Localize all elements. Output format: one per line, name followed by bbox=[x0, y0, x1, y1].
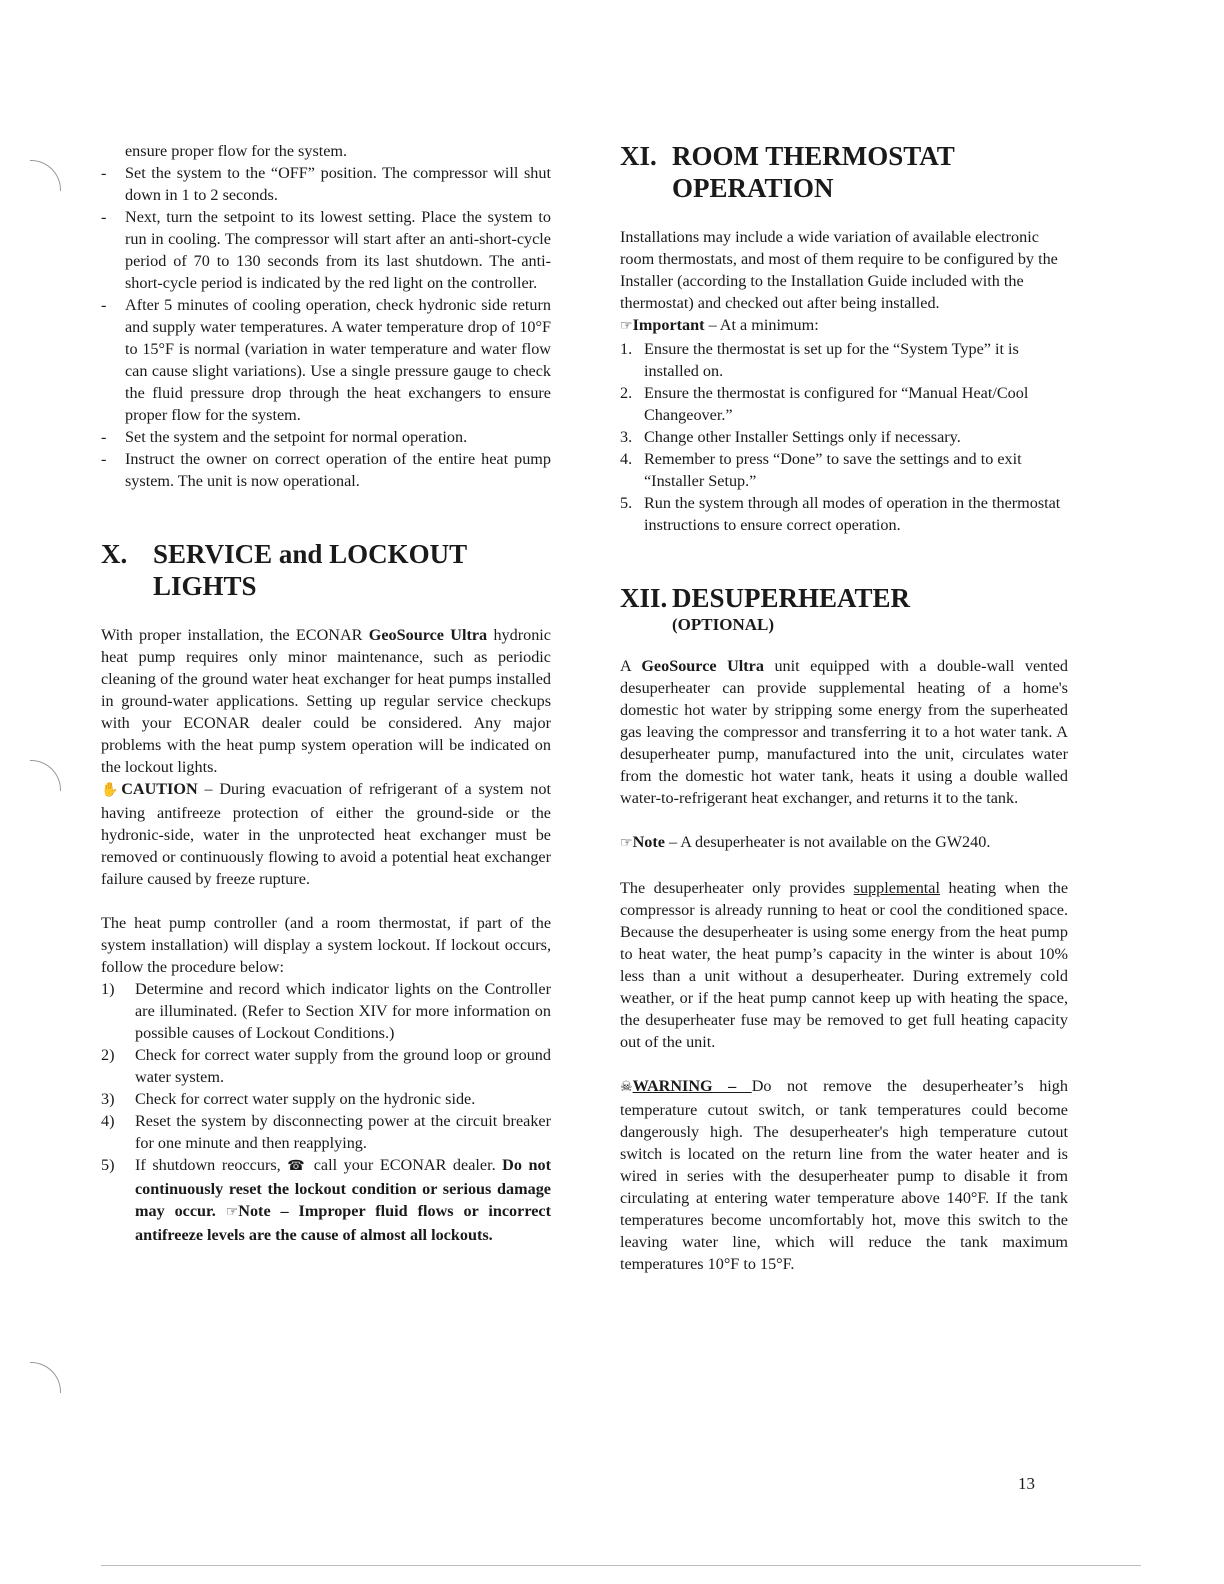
section-subtitle: (OPTIONAL) bbox=[672, 615, 774, 634]
pointing-hand-icon: ☞ bbox=[225, 1205, 239, 1220]
section-number: X. bbox=[101, 539, 128, 569]
caution-paragraph bbox=[101, 778, 551, 890]
paragraph bbox=[620, 877, 1068, 1053]
underlined-text: supplemental bbox=[853, 879, 940, 897]
text: The desuperheater only provides bbox=[620, 879, 854, 897]
list-item bbox=[101, 978, 551, 1044]
note-line bbox=[620, 831, 1068, 855]
brand-name: GeoSource Ultra bbox=[641, 657, 764, 675]
text: Ensure the thermostat is set up for the “System Type” it is installed on. bbox=[644, 340, 1019, 380]
item-number: 5) bbox=[101, 1156, 115, 1174]
paragraph bbox=[620, 655, 1068, 809]
item-number: 3. bbox=[620, 428, 633, 446]
continuation-text: ensure proper flow for the system. bbox=[125, 142, 348, 160]
right-column bbox=[620, 0, 1068, 1275]
important-label: Important bbox=[632, 316, 705, 334]
paragraph: The heat pump controller (and a room thermostat, if part of the system installation) will display a system lockout. If lockout occurs, follow the procedure below: bbox=[101, 914, 551, 976]
section-title: DESUPERHEATER bbox=[672, 583, 911, 613]
important-line bbox=[620, 314, 1068, 338]
punch-hole-mark bbox=[30, 1362, 61, 1393]
text: Check for correct water supply on the hydronic side. bbox=[135, 1090, 476, 1108]
list-item: - Set the system to the “OFF” position. The compressor will shut down in 1 to 2 seconds. bbox=[101, 162, 551, 206]
list-item: - Set the system and the setpoint for normal operation. bbox=[101, 426, 551, 448]
note-label: Note bbox=[632, 833, 665, 851]
item-number: 2) bbox=[101, 1046, 115, 1064]
section-heading bbox=[620, 582, 1068, 614]
lockout-procedure bbox=[101, 978, 551, 1246]
brand-name: GeoSource Ultra bbox=[368, 626, 488, 644]
text: Check for correct water supply from the ground loop or ground water system. bbox=[135, 1046, 551, 1086]
list-item bbox=[620, 426, 1068, 448]
list-item: - After 5 minutes of cooling operation, check hydronic side return and supply water temperatures. A water temperature drop of 10°F to 15°F is normal (variation in water temperature and water flow can cause slight variations). Use a single pressure gauge to check the fluid pressure drop through the heat exchangers to ensure proper flow for the system. bbox=[101, 294, 551, 426]
text: Remember to press “Done” to save the settings and to exit “Installer Setup.” bbox=[644, 450, 1022, 490]
section-title: SERVICE and LOCKOUT bbox=[153, 539, 468, 569]
section-number: XII. bbox=[620, 583, 668, 613]
left-column bbox=[101, 0, 551, 1246]
text: – During evacuation of refrigerant of a system not having antifreeze protection of either the ground-side or the hydronic-side, water in the unprotected heat exchanger must be removed or continuously flowing to avoid a potential heat exchanger failure caused by freeze rupture. bbox=[101, 780, 551, 888]
list-item bbox=[101, 1154, 551, 1246]
text: Ensure the thermostat is configured for “Manual Heat/Cool Changeover.” bbox=[644, 384, 1029, 424]
text: unit equipped with a double-wall vented desuperheater can provide supplemental heating of a home's domestic hot water by stripping some energy from the superheated gas leaving the compressor and transferring it to a hot water tank. A desuperheater pump, manufactured into the unit, circulates water from the domestic hot water tank, heats it using a double walled water-to-refrigerant heat exchanger, and returns it to the tank. bbox=[620, 657, 1069, 807]
item-number: 2. bbox=[620, 384, 633, 402]
list-item: - Instruct the owner on correct operation of the entire heat pump system. The unit is now operational. bbox=[101, 448, 551, 492]
item-number: 1. bbox=[620, 340, 633, 358]
punch-hole-mark bbox=[30, 760, 61, 791]
paragraph: Installations may include a wide variation of available electronic room thermostats, and most of them require to be configured by the Installer (according to the Installation Guide included with the thermostat) and checked out after being installed. bbox=[620, 228, 1058, 312]
item-number: 3) bbox=[101, 1090, 115, 1108]
text: – A desuperheater is not available on the GW240. bbox=[664, 833, 991, 851]
list-item bbox=[620, 448, 1068, 492]
thermostat-steps bbox=[620, 338, 1068, 536]
list-item bbox=[101, 1088, 551, 1110]
section-heading bbox=[620, 140, 1068, 204]
punch-hole-mark bbox=[30, 160, 61, 191]
page-number: 13 bbox=[1018, 1474, 1035, 1493]
skull-icon: ☠ bbox=[620, 1080, 633, 1095]
warning-paragraph bbox=[620, 1075, 1068, 1275]
list-item bbox=[101, 1110, 551, 1154]
phone-icon: ☎ bbox=[287, 1159, 308, 1174]
text: Run the system through all modes of operation in the thermostat instructions to ensure correct operation. bbox=[644, 494, 1061, 534]
text: With proper installation, the ECONAR bbox=[101, 626, 369, 644]
section-heading bbox=[101, 538, 551, 602]
list-item bbox=[620, 338, 1068, 382]
text: heating when the compressor is already running to heat or cool the conditioned space. Because the desuperheater is using some energy from the heat pump to heat water, the heat pump’s capacity in the winter is about 10% less than a unit without a desuperheater. During extremely cold weather, or if the heat pump cannot keep up with heating the space, the desuperheater fuse may be removed to get full heating capacity out of the unit. bbox=[620, 879, 1069, 1051]
section-title: LIGHTS bbox=[153, 571, 257, 601]
list-item bbox=[620, 492, 1068, 536]
list-item bbox=[620, 382, 1068, 426]
hand-icon: ✋ bbox=[101, 783, 122, 798]
startup-steps bbox=[101, 162, 551, 492]
item-number: 4. bbox=[620, 450, 633, 468]
text: call your ECONAR dealer. bbox=[307, 1156, 503, 1174]
text: Change other Installer Settings only if necessary. bbox=[644, 428, 961, 446]
item-number: 4) bbox=[101, 1112, 115, 1130]
text: If shutdown reoccurs, bbox=[135, 1156, 288, 1174]
footer-rule bbox=[101, 1565, 1141, 1566]
section-title: ROOM THERMOSTAT bbox=[672, 141, 955, 171]
section-number: XI. bbox=[620, 141, 657, 171]
text: hydronic heat pump requires only minor maintenance, such as periodic cleaning of the ground water heat exchanger for heat pumps installed in ground-water applications. Setting up regular service checkups with your ECONAR dealer could be considered. Any major problems with the heat pump system operation will be indicated on the lockout lights. bbox=[101, 626, 551, 776]
list-item bbox=[101, 1044, 551, 1088]
text: Do not remove the desuperheater’s high temperature cutout switch, or tank temperatures could become dangerously high. The desuperheater's high temperature cutout switch is located on the return line from the water heater and is wired in series with the desuperheater pump to disable it from circulating at entering water temperature above 140°F. If the tank temperatures become uncomfortably hot, move this switch to the leaving water line, which will reduce the tank maximum temperatures 10°F to 15°F. bbox=[620, 1077, 1068, 1273]
text: A bbox=[620, 657, 642, 675]
pointing-hand-icon: ☞ bbox=[620, 836, 633, 851]
list-item: - Next, turn the setpoint to its lowest setting. Place the system to run in cooling. The compressor will start after an anti-short-cycle period of 70 to 130 seconds from its last shutdown. The anti-short-cycle period is indicated by the red light on the controller. bbox=[101, 206, 551, 294]
section-title: OPERATION bbox=[672, 173, 834, 203]
warning-label: WARNING – bbox=[632, 1077, 752, 1095]
item-number: 5. bbox=[620, 494, 633, 512]
item-number: 1) bbox=[101, 980, 115, 998]
text: Determine and record which indicator lights on the Controller are illuminated. (Refer to Section XIV for more information on possible causes of Lockout Conditions.) bbox=[135, 980, 551, 1042]
pointing-hand-icon: ☞ bbox=[620, 319, 633, 334]
paragraph bbox=[101, 624, 551, 778]
bold-warning-text: Do not continuously reset the lockout condition or serious damage may occur. bbox=[135, 1156, 551, 1220]
text: Reset the system by disconnecting power at the circuit breaker for one minute and then reapplying. bbox=[135, 1112, 551, 1152]
bold-note-text: Note – Improper fluid flows or incorrect antifreeze levels are the cause of almost all lockouts. bbox=[135, 1202, 551, 1244]
caution-label: CAUTION bbox=[121, 780, 198, 798]
text: – At a minimum: bbox=[704, 316, 819, 334]
